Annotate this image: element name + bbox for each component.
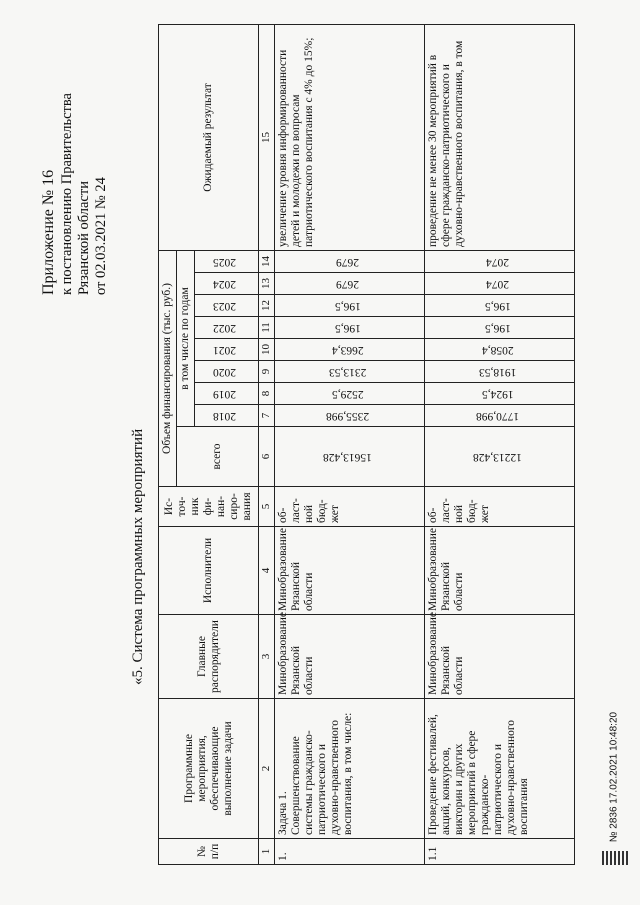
header-year-2020: 2020 [195, 361, 259, 383]
annex-line-4: от 02.03.2021 № 24 [93, 177, 109, 295]
header-year-2021: 2021 [195, 339, 259, 361]
row-year-value: 2355,998 [275, 405, 425, 427]
row-year-value: 196,5 [275, 295, 425, 317]
row-source: об-ласт-ной бюд-жет [425, 487, 575, 527]
row-total: 15613,428 [275, 427, 425, 487]
row-year-value: 2074 [425, 273, 575, 295]
header-source: Ис-точ-ник фи-нан-сиро-вания [159, 487, 259, 527]
column-number: 1 [259, 839, 275, 865]
column-number: 4 [259, 527, 275, 615]
row-num: 1.1 [425, 839, 575, 865]
row-executor: Минобразование Рязанской области [275, 527, 425, 615]
row-result: увеличение уровня информированности детей и молодежи по вопросам патриотического воспитания с 4% до 15%; [275, 24, 425, 250]
annex-header [40, 35, 110, 295]
header-total: всего [177, 427, 259, 487]
column-number: 12 [259, 295, 275, 317]
header-measures: Программные мероприятия, обеспечивающие выполнение задачи [159, 699, 259, 839]
row-manager: Минобразование Рязанской области [425, 615, 575, 699]
row-year-value: 2679 [275, 250, 425, 272]
row-year-value: 1770,998 [425, 405, 575, 427]
row-year-value: 2313,53 [275, 361, 425, 383]
row-measure: Задача 1. Совершенствование системы гражданско-патриотического и духовно-нравственного воспитания, в том числе: [275, 699, 425, 839]
header-executors: Исполнители [159, 527, 259, 615]
section-title: «5. Система программных мероприятий [130, 428, 146, 685]
header-year-2025: 2025 [195, 250, 259, 272]
row-year-value: 196,5 [425, 317, 575, 339]
row-measure: Проведение фестивалей, акций, конкурсов, викторин и других мероприятий в сфере гражданско-патриотического и духовно-нравственного воспитания [425, 699, 575, 839]
row-year-value: 2529,5 [275, 383, 425, 405]
column-number: 8 [259, 383, 275, 405]
column-number: 15 [259, 24, 275, 250]
programme-measures-table [158, 24, 575, 865]
column-number: 13 [259, 273, 275, 295]
row-year-value: 2074 [425, 250, 575, 272]
header-by-years: в том числе по годам [177, 250, 195, 426]
header-year-2024: 2024 [195, 273, 259, 295]
row-num: 1. [275, 839, 425, 865]
registration-number: № 2836 17.02.2021 10:48:20 [608, 711, 620, 843]
row-total: 12213,428 [425, 427, 575, 487]
header-year-2019: 2019 [195, 383, 259, 405]
table-row [275, 24, 425, 864]
row-year-value: 196,5 [275, 317, 425, 339]
column-number: 10 [259, 339, 275, 361]
header-year-2022: 2022 [195, 317, 259, 339]
row-result: проведение не менее 30 мероприятий в сфере гражданско-патриотического и духовно-нравственного воспитания, в том [425, 24, 575, 250]
annex-line-3: Рязанской области [76, 181, 92, 295]
header-year-2023: 2023 [195, 295, 259, 317]
annex-line-2: к постановлению Правительства [59, 93, 75, 295]
header-result: Ожидаемый результат [159, 24, 259, 250]
header-num: № п/п [159, 839, 259, 865]
row-executor: Минобразование Рязанской области [425, 527, 575, 615]
row-year-value: 196,5 [425, 295, 575, 317]
row-year-value: 1918,53 [425, 361, 575, 383]
column-numbers-row [259, 24, 275, 864]
column-number: 5 [259, 487, 275, 527]
row-source: об-ласт-ной бюд-жет [275, 487, 425, 527]
column-number: 6 [259, 427, 275, 487]
header-funding: Объем финансирования (тыс. руб.) [159, 250, 177, 486]
row-year-value: 2058,4 [425, 339, 575, 361]
column-number: 2 [259, 699, 275, 839]
column-number: 14 [259, 250, 275, 272]
column-number: 11 [259, 317, 275, 339]
row-year-value: 1924,5 [425, 383, 575, 405]
column-number: 9 [259, 361, 275, 383]
column-number: 3 [259, 615, 275, 699]
annex-number: Приложение № 16 [40, 169, 57, 295]
header-managers: Главные распорядители [159, 615, 259, 699]
column-number: 7 [259, 405, 275, 427]
row-year-value: 2663,4 [275, 339, 425, 361]
registration-stamp [600, 712, 628, 865]
row-year-value: 2679 [275, 273, 425, 295]
row-manager: Минобразование Рязанской области [275, 615, 425, 699]
table-row [425, 24, 575, 864]
barcode-icon [600, 851, 628, 865]
header-year-2018: 2018 [195, 405, 259, 427]
